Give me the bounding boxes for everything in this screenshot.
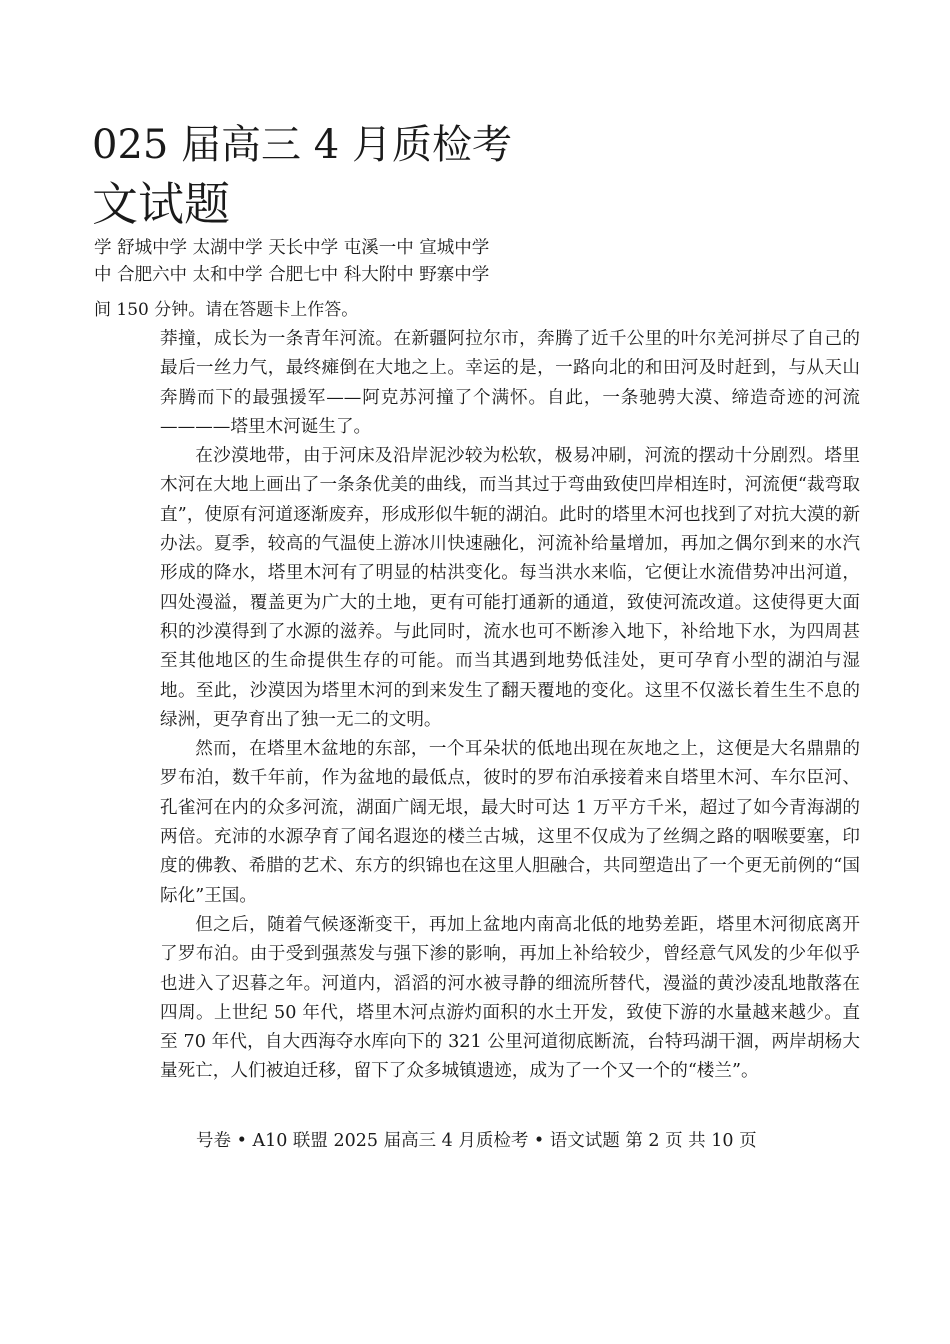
exam-time-note: 间 150 分钟。请在答题卡上作答。 — [94, 300, 359, 320]
passage-paragraph-4: 但之后，随着气候逐渐变干，再加上盆地内南高北低的地势差距，塔里木河彻底离开了罗布泊。由于受到强蒸发与强下渗的影响，再加上补给较少，曾经意气风发的少年似乎也进入了迟暮之年。河道内，滔滔的河水被寻静的细流所替代，漫溢的黄沙凌乱地散落在四周。上世纪 50 年代，塔里木河点游灼面积的水土开发，致使下游的水量越来越少。直至 70 年代，自大西海夺水库向下的 321 公里河道彻底断流，台特玛湖干涸，两岸胡杨大量死亡，人们被迫迁移，留下了众多城镇遗迹，成为了一个又一个的“楼兰”。 — [160, 914, 860, 1082]
exam-title-line1: 025 届高三 4 月质检考 — [92, 122, 512, 168]
passage-paragraph-2: 在沙漠地带，由于河床及沿岸泥沙较为松软，极易冲刷，河流的摆动十分剧烈。塔里木河在大地上画出了一条条优美的曲线，而当其过于弯曲致使凹岸相连时，河流便“裁弯取直”，使原有河道逐渐废弃，形成形似牛轭的湖泊。此时的塔里木河也找到了对抗大漠的新办法。夏季，较高的气温使上游冰川快速融化，河流补给量增加，再加之偶尔到来的水汽形成的降水，塔里木河有了明显的枯洪变化。每当洪水来临，它便让水流借势冲出河道，四处漫溢，覆盖更为广大的土地，更有可能打通新的通道，致使河流改道。这使得更大面积的沙漠得到了水源的滋养。与此同时，流水也可不断渗入地下，补给地下水，为四周甚至其他地区的生命提供生存的可能。而当其遇到地势低洼处，更可孕育小型的湖泊与湿地。至此，沙漠因为塔里木河的到来发生了翻天覆地的变化。这里不仅滋长着生生不息的绿洲，更孕育出了独一无二的文明。 — [160, 446, 860, 730]
passage-paragraph-3: 然而，在塔里木盆地的东部，一个耳朵状的低地出现在灰地之上，这便是大名鼎鼎的罗布泊，数千年前，作为盆地的最低点，彼时的罗布泊承接着来自塔里木河、车尔臣河、孔雀河在内的众多河流，湖面广阔无垠，最大时可达 1 万平方千米，超过了如今青海湖的两倍。充沛的水源孕育了闻名遐迩的楼兰古城，这里不仅成为了丝绸之路的咽喉要塞，印度的佛教、希腊的艺术、东方的织锦也在这里人胆融合，共同塑造出了一个更无前例的“国际化”王国。 — [160, 739, 860, 906]
schools-list-line2: 中 合肥六中 太和中学 合肥七中 科大附中 野寨中学 — [94, 265, 490, 285]
passage-paragraph-1: 莽撞，成长为一条青年河流。在新疆阿拉尔市，奔腾了近千公里的叶尔羌河拼尽了自己的最后一丝力气，最终瘫倒在大地之上。幸运的是，一路向北的和田河及时赶到，与从天山奔腾而下的最强援军——阿克苏河撞了个满怀。自此，一条驰骋大漠、缔造奇迹的河流————塔里木河诞生了。 — [160, 329, 860, 437]
exam-title-line2: 文试题 — [92, 177, 230, 231]
reading-passage — [160, 325, 860, 1087]
page-footer: 号卷 • A10 联盟 2025 届高三 4 月质检考 • 语文试题 第 2 页 共 10 页 — [196, 1131, 757, 1151]
schools-list-line1: 学 舒城中学 太湖中学 天长中学 屯溪一中 宣城中学 — [94, 238, 490, 258]
